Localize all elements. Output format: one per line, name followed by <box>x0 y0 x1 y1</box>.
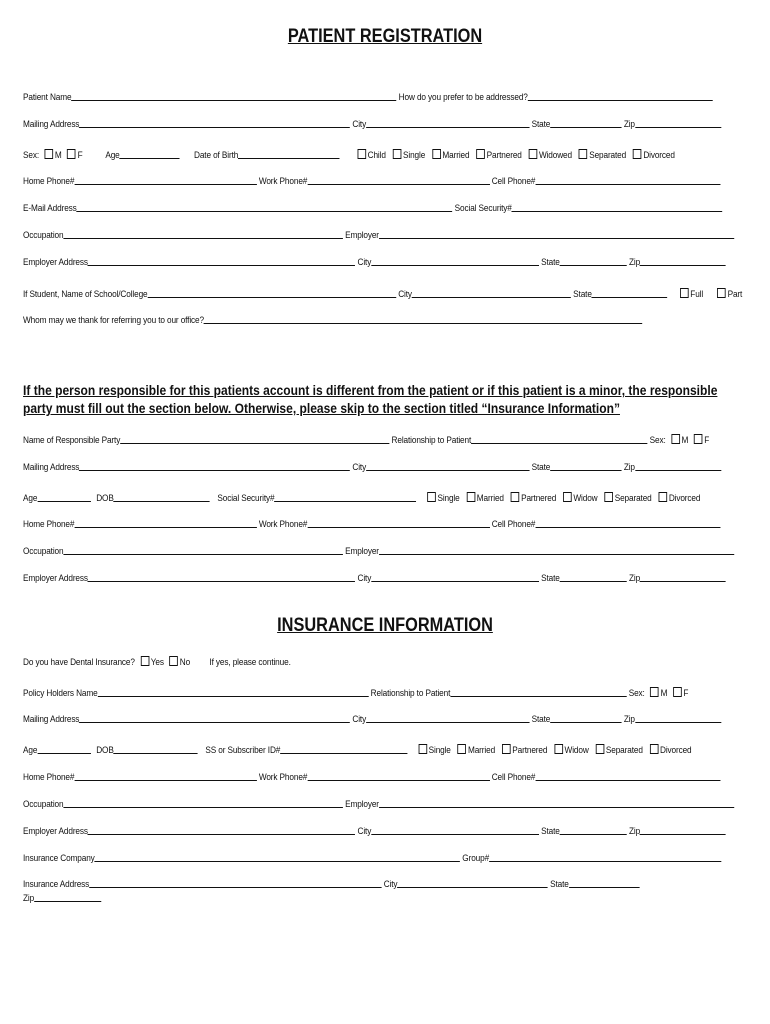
sex-f-checkbox[interactable] <box>67 149 76 159</box>
responsible-zip-field[interactable] <box>635 462 721 471</box>
continue-note: If yes, please continue. <box>209 657 291 668</box>
holder-marital-status-option[interactable] <box>650 744 692 757</box>
referral-row <box>23 315 643 327</box>
marital-status-option[interactable] <box>393 149 425 162</box>
holder-marital-status-checkbox[interactable] <box>596 744 605 754</box>
marital-status-label: Child <box>367 150 386 161</box>
holder-mailing-label: Mailing Address <box>23 714 80 725</box>
marital-status-option[interactable] <box>529 149 572 162</box>
responsible-dob-field[interactable] <box>114 493 210 502</box>
school-city-field[interactable] <box>412 289 571 298</box>
responsible-marital-status-label: Widow <box>573 493 598 504</box>
mailing-field[interactable] <box>79 119 350 128</box>
marital-status-group <box>357 150 675 161</box>
holder-employer-state-field[interactable] <box>560 826 627 835</box>
zip-label: Zip <box>623 119 635 130</box>
school-city-label: City <box>398 289 412 300</box>
responsible-employer-zip-label: Zip <box>628 573 641 584</box>
holder-city-field[interactable] <box>366 714 529 723</box>
responsible-dob-label: DOB <box>96 493 114 504</box>
insurance-company-row <box>23 853 721 865</box>
responsible-marital-status-label: Married <box>476 493 504 504</box>
holder-age-label: Age <box>23 745 38 756</box>
responsible-employer-state-label: State <box>541 573 560 584</box>
insurance-address-label: Insurance Address <box>23 879 90 890</box>
responsible-relationship-field[interactable] <box>471 435 647 444</box>
holder-state-label: State <box>531 714 551 725</box>
responsible-marital-status-option[interactable] <box>427 492 459 505</box>
age-field[interactable] <box>120 150 180 159</box>
responsible-age-field[interactable] <box>37 493 90 502</box>
ssn-label: Social Security# <box>454 203 512 214</box>
city-label: City <box>352 119 367 130</box>
holder-marital-status-label: Partnered <box>512 745 548 756</box>
employer-label: Employer <box>345 230 379 241</box>
responsible-occupation-field[interactable] <box>63 546 343 555</box>
addressed-field[interactable] <box>528 92 713 101</box>
responsible-marital-status-option[interactable] <box>563 492 597 505</box>
holder-ssid-field[interactable] <box>280 745 407 754</box>
holder-zip-label: Zip <box>623 714 635 725</box>
dental-no-checkbox[interactable] <box>169 656 178 666</box>
holder-marital-status-option[interactable] <box>458 744 495 757</box>
patient-occupation-row <box>23 230 734 242</box>
holder-employer-address-row <box>23 826 726 838</box>
state-label: State <box>531 119 551 130</box>
holder-marital-status-label: Single <box>428 745 451 756</box>
holder-marital-status-label: Divorced <box>659 745 692 756</box>
responsible-relationship-label: Relationship to Patient <box>391 435 472 446</box>
responsible-sex-m-checkbox[interactable] <box>671 434 680 444</box>
state-field[interactable] <box>550 119 621 128</box>
holder-employer-city-field[interactable] <box>371 826 539 835</box>
responsible-occupation-label: Occupation <box>23 546 64 557</box>
responsible-mailing-row <box>23 462 721 474</box>
responsible-home-phone-label: Home Phone# <box>23 519 75 530</box>
holder-relationship-field[interactable] <box>450 688 626 697</box>
holder-mailing-field[interactable] <box>79 714 350 723</box>
employer-address-field[interactable] <box>88 257 355 266</box>
employer-field[interactable] <box>379 230 734 239</box>
patient-phone-row <box>23 176 720 188</box>
holder-marital-group <box>418 745 691 756</box>
insurance-city-label: City <box>383 879 398 890</box>
holder-employer-state-label: State <box>541 826 560 837</box>
dental-yes-checkbox[interactable] <box>140 656 149 666</box>
holder-mailing-row <box>23 714 721 726</box>
holder-occupation-row <box>23 799 734 811</box>
school-state-label: State <box>573 289 592 300</box>
dental-yes-label: Yes <box>150 657 164 668</box>
responsible-employer-address-field[interactable] <box>88 573 355 582</box>
holder-employer-field[interactable] <box>379 799 734 808</box>
holder-age-row <box>23 744 692 757</box>
holder-marital-status-option[interactable] <box>596 744 643 757</box>
email-field[interactable] <box>77 203 453 212</box>
responsible-sex-m-label: M <box>681 435 689 446</box>
responsible-zip-label: Zip <box>623 462 635 473</box>
holder-zip-field[interactable] <box>635 714 721 723</box>
holder-work-phone-field[interactable] <box>307 772 489 781</box>
holder-age-field[interactable] <box>37 745 90 754</box>
responsible-name-field[interactable] <box>120 435 389 444</box>
full-checkbox[interactable] <box>680 288 689 298</box>
responsible-marital-status-option[interactable] <box>658 492 700 505</box>
responsible-marital-status-label: Partnered <box>521 493 557 504</box>
responsible-marital-status-checkbox[interactable] <box>427 492 436 502</box>
responsible-marital-status-label: Divorced <box>668 493 701 504</box>
mailing-label: Mailing Address <box>23 119 80 130</box>
holder-sex-label: Sex: <box>628 688 645 699</box>
holder-sex-m-label: M <box>660 688 668 699</box>
holder-employer-city-label: City <box>357 826 372 837</box>
holder-name-label: Policy Holders Name <box>23 688 98 699</box>
holder-dob-label: DOB <box>96 745 114 756</box>
holder-employer-zip-field[interactable] <box>640 826 726 835</box>
marital-status-option[interactable] <box>633 149 675 162</box>
insurance-address-field[interactable] <box>89 879 381 888</box>
insurance-state-field[interactable] <box>569 879 640 888</box>
patient-name-field[interactable] <box>71 92 396 101</box>
holder-marital-status-option[interactable] <box>554 744 588 757</box>
holder-relationship-label: Relationship to Patient <box>370 688 451 699</box>
marital-status-checkbox[interactable] <box>529 149 538 159</box>
responsible-mailing-label: Mailing Address <box>23 462 80 473</box>
sex-f-label: F <box>77 150 83 161</box>
responsible-employer-address-row <box>23 573 726 585</box>
school-label: If Student, Name of School/College <box>23 289 148 300</box>
employer-state-label: State <box>541 257 560 268</box>
sex-label: Sex: <box>23 150 40 161</box>
holder-employer-address-field[interactable] <box>88 826 355 835</box>
responsible-cell-phone-label: Cell Phone# <box>491 519 536 530</box>
patient-school-row <box>23 288 742 301</box>
responsible-party-notice <box>23 381 745 417</box>
dental-insurance-row <box>23 656 291 669</box>
responsible-employer-state-field[interactable] <box>560 573 627 582</box>
holder-occupation-field[interactable] <box>63 799 343 808</box>
employer-address-label: Employer Address <box>23 257 88 268</box>
holder-home-phone-label: Home Phone# <box>23 772 75 783</box>
holder-home-phone-field[interactable] <box>74 772 256 781</box>
holder-ssid-label: SS or Subscriber ID# <box>205 745 281 756</box>
sex-m-label: M <box>54 150 62 161</box>
holder-marital-status-option[interactable] <box>502 744 547 757</box>
occupation-field[interactable] <box>63 230 343 239</box>
patient-email-row <box>23 203 722 215</box>
holder-sex-f-label: F <box>683 688 689 699</box>
employer-city-field[interactable] <box>371 257 539 266</box>
responsible-name-row <box>23 434 709 447</box>
holder-sex-f-checkbox[interactable] <box>673 687 682 697</box>
marital-status-checkbox[interactable] <box>432 149 441 159</box>
responsible-work-phone-field[interactable] <box>307 519 489 528</box>
patient-name-label: Patient Name <box>23 92 72 103</box>
part-label: Part <box>727 289 743 300</box>
holder-marital-status-label: Married <box>467 745 496 756</box>
notice-line-2: party must fill out the section below. Otherwise, please skip to the section titled “Insurance Information” <box>23 400 620 416</box>
holder-marital-status-checkbox[interactable] <box>554 744 563 754</box>
insurance-city-field[interactable] <box>397 879 547 888</box>
holder-marital-status-label: Separated <box>605 745 643 756</box>
responsible-marital-status-checkbox[interactable] <box>658 492 667 502</box>
responsible-marital-status-checkbox[interactable] <box>466 492 475 502</box>
responsible-employer-zip-field[interactable] <box>640 573 726 582</box>
marital-status-checkbox[interactable] <box>633 149 642 159</box>
cell-phone-label: Cell Phone# <box>491 176 536 187</box>
marital-status-label: Separated <box>589 150 627 161</box>
holder-marital-status-checkbox[interactable] <box>650 744 659 754</box>
responsible-sex-f-checkbox[interactable] <box>694 434 703 444</box>
holder-dob-field[interactable] <box>114 745 198 754</box>
responsible-occupation-row <box>23 546 734 558</box>
marital-status-checkbox[interactable] <box>357 149 366 159</box>
marital-status-label: Divorced <box>643 150 675 161</box>
marital-status-label: Single <box>403 150 426 161</box>
marital-status-checkbox[interactable] <box>393 149 402 159</box>
patient-sex-row <box>23 149 675 162</box>
holder-marital-status-checkbox[interactable] <box>502 744 511 754</box>
insurance-section-title: INSURANCE INFORMATION <box>277 615 493 636</box>
employer-zip-label: Zip <box>628 257 641 268</box>
ssn-field[interactable] <box>512 203 723 212</box>
responsible-employer-field[interactable] <box>379 546 734 555</box>
holder-cell-phone-label: Cell Phone# <box>491 772 536 783</box>
holder-employer-label: Employer <box>345 799 379 810</box>
marital-status-option[interactable] <box>476 149 521 162</box>
responsible-sex-label: Sex: <box>649 435 666 446</box>
full-label: Full <box>690 289 704 300</box>
marital-status-option[interactable] <box>432 149 469 162</box>
holder-employer-address-label: Employer Address <box>23 826 88 837</box>
responsible-work-phone-label: Work Phone# <box>258 519 308 530</box>
responsible-home-phone-field[interactable] <box>74 519 256 528</box>
marital-status-label: Widowed <box>538 150 572 161</box>
holder-marital-status-label: Widow <box>564 745 589 756</box>
marital-status-checkbox[interactable] <box>476 149 485 159</box>
occupation-label: Occupation <box>23 230 64 241</box>
sex-m-checkbox[interactable] <box>45 149 54 159</box>
zip-field[interactable] <box>635 119 721 128</box>
responsible-city-label: City <box>352 462 367 473</box>
responsible-ssn-label: Social Security# <box>217 493 275 504</box>
responsible-state-label: State <box>531 462 551 473</box>
responsible-marital-status-option[interactable] <box>466 492 503 505</box>
responsible-employer-city-field[interactable] <box>371 573 539 582</box>
holder-name-row <box>23 687 688 700</box>
dental-insurance-label: Do you have Dental Insurance? <box>23 657 135 668</box>
work-phone-field[interactable] <box>307 176 489 185</box>
referral-field[interactable] <box>204 315 643 324</box>
responsible-city-field[interactable] <box>366 462 529 471</box>
holder-employer-zip-label: Zip <box>628 826 641 837</box>
school-state-field[interactable] <box>592 289 668 298</box>
responsible-name-label: Name of Responsible Party <box>23 435 121 446</box>
responsible-employer-label: Employer <box>345 546 379 557</box>
responsible-marital-status-option[interactable] <box>604 492 651 505</box>
marital-status-option[interactable] <box>579 149 626 162</box>
dob-field[interactable] <box>238 150 339 159</box>
patient-name-row <box>23 92 713 104</box>
dental-no-label: No <box>179 657 191 668</box>
responsible-phone-row <box>23 519 720 531</box>
responsible-marital-status-label: Single <box>437 493 460 504</box>
age-label: Age <box>105 150 120 161</box>
patient-employer-address-row <box>23 257 726 269</box>
responsible-marital-status-option[interactable] <box>511 492 556 505</box>
referral-label: Whom may we thank for referring you to our office? <box>23 315 204 326</box>
holder-work-phone-label: Work Phone# <box>258 772 308 783</box>
holder-marital-status-checkbox[interactable] <box>458 744 467 754</box>
marital-status-label: Married <box>442 150 470 161</box>
part-checkbox[interactable] <box>717 288 726 298</box>
insurance-zip-label: Zip <box>23 893 35 904</box>
responsible-marital-status-label: Separated <box>614 493 652 504</box>
holder-occupation-label: Occupation <box>23 799 64 810</box>
marital-status-checkbox[interactable] <box>579 149 588 159</box>
patient-mailing-row <box>23 119 721 131</box>
group-field[interactable] <box>489 853 721 862</box>
holder-state-field[interactable] <box>550 714 621 723</box>
notice-line-1: If the person responsible for this patients account is different from the patient or if this patient is a minor, the responsible <box>23 382 718 398</box>
responsible-marital-status-checkbox[interactable] <box>604 492 613 502</box>
responsible-age-label: Age <box>23 493 38 504</box>
holder-name-field[interactable] <box>98 688 369 697</box>
responsible-employer-address-label: Employer Address <box>23 573 88 584</box>
marital-status-label: Partnered <box>486 150 522 161</box>
insurance-company-field[interactable] <box>95 853 461 862</box>
holder-marital-status-checkbox[interactable] <box>418 744 427 754</box>
employer-zip-field[interactable] <box>640 257 726 266</box>
insurance-zip-field[interactable] <box>34 893 101 902</box>
responsible-marital-group <box>427 493 700 504</box>
marital-status-option[interactable] <box>357 149 385 162</box>
responsible-age-row <box>23 492 700 505</box>
responsible-employer-city-label: City <box>357 573 372 584</box>
addressed-label: How do you prefer to be addressed? <box>398 92 528 103</box>
holder-phone-row <box>23 772 720 784</box>
email-label: E-Mail Address <box>23 203 77 214</box>
responsible-ssn-field[interactable] <box>274 493 416 502</box>
responsible-mailing-field[interactable] <box>79 462 350 471</box>
employer-city-label: City <box>357 257 372 268</box>
city-field[interactable] <box>366 119 529 128</box>
page-title: PATIENT REGISTRATION <box>287 26 483 47</box>
responsible-marital-status-checkbox[interactable] <box>511 492 520 502</box>
holder-sex-m-checkbox[interactable] <box>650 687 659 697</box>
employer-state-field[interactable] <box>560 257 627 266</box>
responsible-cell-phone-field[interactable] <box>535 519 720 528</box>
work-phone-label: Work Phone# <box>258 176 308 187</box>
insurance-zip-row <box>23 893 101 905</box>
insurance-state-label: State <box>550 879 569 890</box>
school-field[interactable] <box>147 289 396 298</box>
dob-label: Date of Birth <box>194 150 239 161</box>
holder-marital-status-option[interactable] <box>418 744 450 757</box>
group-label: Group# <box>462 853 490 864</box>
home-phone-field[interactable] <box>74 176 256 185</box>
insurance-address-row <box>23 879 639 891</box>
home-phone-label: Home Phone# <box>23 176 75 187</box>
responsible-state-field[interactable] <box>550 462 621 471</box>
holder-cell-phone-field[interactable] <box>535 772 720 781</box>
cell-phone-field[interactable] <box>535 176 720 185</box>
responsible-sex-f-label: F <box>704 435 710 446</box>
holder-city-label: City <box>352 714 367 725</box>
insurance-company-label: Insurance Company <box>23 853 95 864</box>
responsible-marital-status-checkbox[interactable] <box>563 492 572 502</box>
